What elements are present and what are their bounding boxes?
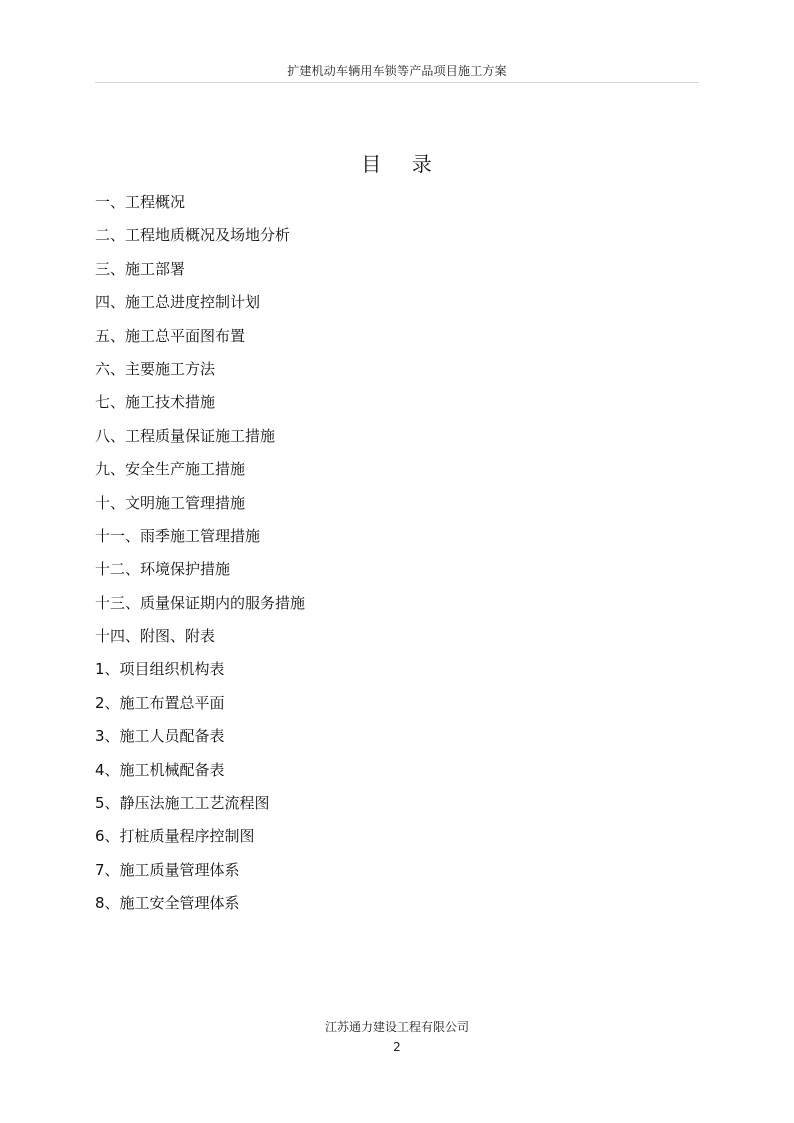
- footer-company: 江苏通力建设工程有限公司: [324, 1020, 469, 1034]
- header-divider: [95, 82, 699, 83]
- toc-item: 四、施工总进度控制计划: [95, 293, 261, 312]
- toc-item: 十三、质量保证期内的服务措施: [95, 593, 306, 612]
- toc-item: 2、施工布置总平面: [95, 693, 225, 712]
- toc-item: 十一、雨季施工管理措施: [95, 526, 261, 545]
- toc-item: 五、施工总平面图布置: [95, 326, 246, 345]
- toc-item: 十、文明施工管理措施: [95, 493, 246, 512]
- toc-item: 1、项目组织机构表: [95, 660, 225, 679]
- page-header-title: 扩建机动车辆用车锁等产品项目施工方案: [287, 64, 507, 78]
- toc-item: 十四、附图、附表: [95, 627, 216, 646]
- toc-list: [95, 190, 699, 925]
- toc-item: 六、主要施工方法: [95, 359, 216, 378]
- toc-item: 十二、环境保护措施: [95, 560, 231, 579]
- toc-item: 5、静压法施工工艺流程图: [95, 794, 270, 813]
- toc-item: 七、施工技术措施: [95, 393, 216, 412]
- toc-item: 一、工程概况: [95, 193, 186, 211]
- toc-item: 八、工程质量保证施工措施: [95, 426, 276, 445]
- toc-item: 三、施工部署: [95, 259, 186, 278]
- toc-item: 7、施工质量管理体系: [95, 860, 240, 879]
- toc-item: 3、施工人员配备表: [95, 727, 225, 746]
- toc-item: 8、施工安全管理体系: [95, 894, 240, 913]
- toc-item: 九、安全生产施工措施: [95, 460, 246, 479]
- toc-item: 4、施工机械配备表: [95, 760, 225, 779]
- toc-title: 目 录: [361, 152, 433, 176]
- toc-item: 二、工程地质概况及场地分析: [95, 226, 291, 245]
- page-number: 2: [393, 1040, 401, 1054]
- toc-item: 6、打桩质量程序控制图: [95, 827, 255, 846]
